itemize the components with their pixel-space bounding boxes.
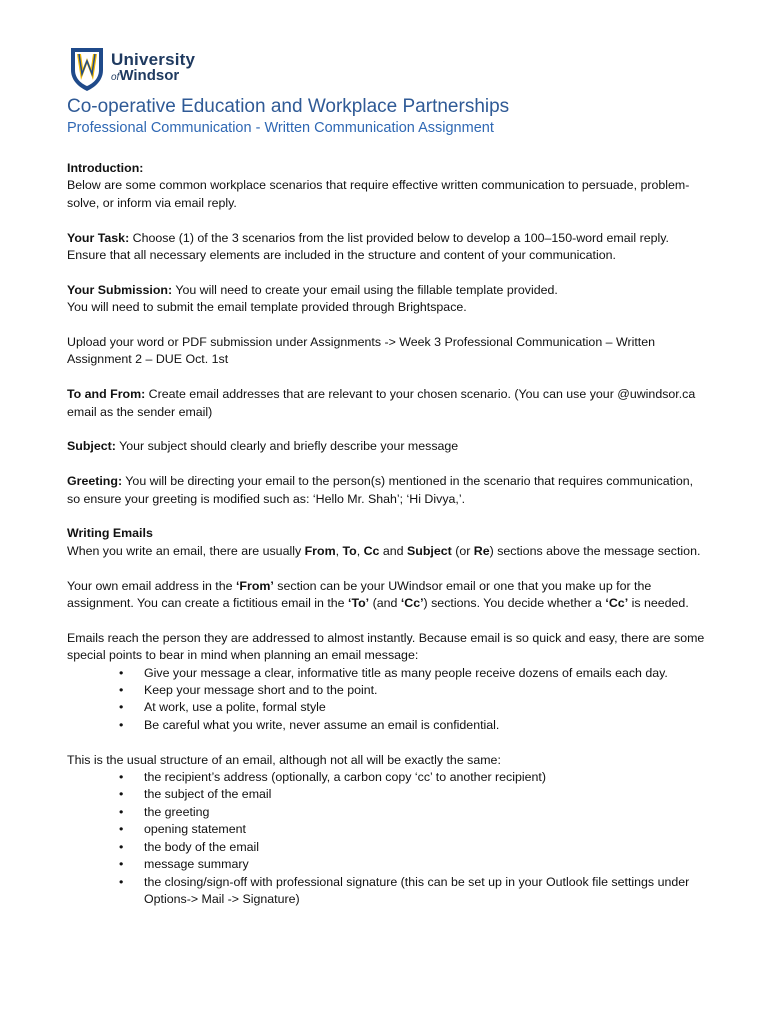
submission-line2: You will need to submit the email template provided through Brightspace.: [67, 300, 467, 315]
task-text: Choose (1) of the 3 scenarios from the list provided below to develop a 100–150-word email reply. Ensure that all necessary elements are included in the structure and content of your communication.: [67, 230, 669, 263]
structure-text: This is the usual structure of an email, although not all will be exactly the same:: [67, 752, 501, 767]
own-cc: ‘Cc’: [400, 596, 424, 611]
reach-text: Emails reach the person they are addressed to almost instantly. Because email is so quick and easy, there are some special points to bear in mind when planning an email message:: [67, 630, 705, 663]
writing-section: [67, 525, 707, 560]
own-from: ‘From’: [235, 578, 274, 593]
intro-text: Below are some common workplace scenarios that require effective written communication to persuade, problem-solve, or inform via email reply.: [67, 178, 690, 210]
own-text-5: is needed.: [628, 596, 689, 611]
writing-and: and: [379, 543, 407, 558]
page-title: Co-operative Education and Workplace Partnerships: [67, 96, 510, 117]
writing-subject: Subject: [407, 543, 452, 558]
list-item: • the closing/sign-off with professional signature (this can be set up in your Outlook file settings under Options-> Mail -> Signature): [144, 874, 707, 909]
list-item: • the subject of the email: [144, 786, 707, 803]
reach-section: [67, 630, 707, 734]
writing-re: Re: [473, 543, 490, 558]
own-to: ‘To’: [348, 596, 370, 611]
own-address-section: [67, 578, 707, 613]
list-item: • the greeting: [144, 804, 707, 821]
writing-cc: Cc: [363, 543, 380, 558]
crest-icon: [69, 46, 105, 92]
greeting-text: You will be directing your email to the person(s) mentioned in the scenario that requires communication, so ensure your greeting is modified such as: ‘Hello Mr. Shah’; ‘Hi Divya,’.: [67, 474, 694, 506]
writing-or: (or: [451, 543, 474, 558]
upload-text: Upload your word or PDF submission under Assignments -> Week 3 Professional Communication – Written Assignment 2 – DUE Oct. 1st: [67, 335, 656, 367]
writing-text-1: When you write an email, there are usually: [67, 543, 305, 558]
tofrom-label: To and From:: [67, 387, 146, 402]
logo-of-text: of: [111, 72, 120, 83]
upload-section: [67, 334, 707, 369]
subject-section: [67, 438, 707, 455]
list-item: • message summary: [144, 856, 707, 873]
subject-text: Your subject should clearly and briefly describe your message: [115, 439, 459, 454]
list-item: • Give your message a clear, informative title as many people receive dozens of emails each day.: [144, 665, 707, 682]
list-item: • the body of the email: [144, 839, 707, 856]
document-body: [67, 160, 707, 926]
writing-from: From: [304, 543, 336, 558]
intro-heading: Introduction:: [67, 161, 144, 175]
writing-text-2: ) sections above the message section.: [489, 543, 701, 558]
reach-bullet-list: [67, 665, 707, 735]
own-text-3: (and: [369, 596, 401, 611]
page-subtitle: Professional Communication - Written Communication Assignment: [67, 120, 494, 136]
list-item: • Keep your message short and to the point.: [144, 682, 707, 699]
greeting-section: [67, 473, 707, 508]
writing-to: To: [342, 543, 357, 558]
list-item: • opening statement: [144, 821, 707, 838]
task-section: [67, 230, 707, 265]
writing-comma-2: ,: [356, 543, 364, 558]
writing-comma-1: ,: [335, 543, 343, 558]
intro-section: [67, 160, 707, 212]
list-item: • the recipient’s address (optionally, a carbon copy ‘cc’ to another recipient): [144, 769, 707, 786]
university-logo: [69, 46, 195, 92]
structure-bullet-list: [67, 769, 707, 908]
submission-label: Your Submission:: [67, 282, 173, 297]
own-text-4: ) sections. You decide whether a: [423, 596, 606, 611]
structure-section: [67, 752, 707, 909]
logo-university-text: University: [111, 50, 196, 69]
tofrom-text: Create email addresses that are relevant to your chosen scenario. (You can use your @uwindsor.ca email as the sender email): [67, 387, 696, 419]
own-cc-2: ‘Cc’: [605, 596, 629, 611]
task-label: Your Task:: [67, 230, 130, 245]
list-item: • Be careful what you write, never assume an email is confidential.: [144, 717, 707, 734]
logo-windsor-text: Windsor: [119, 67, 180, 84]
submission-section: [67, 282, 707, 317]
subject-label: Subject:: [67, 439, 116, 454]
own-text-1: Your own email address in the: [67, 578, 236, 593]
submission-line1: You will need to create your email using the fillable template provided.: [172, 282, 558, 297]
greeting-label: Greeting:: [67, 474, 123, 489]
tofrom-section: [67, 386, 707, 421]
list-item: • At work, use a polite, formal style: [144, 699, 707, 716]
own-text-2: section can be your UWindsor email or one that you make up for the assignment. You can create a fictitious email in the: [67, 578, 652, 611]
writing-heading: Writing Emails: [67, 526, 153, 541]
